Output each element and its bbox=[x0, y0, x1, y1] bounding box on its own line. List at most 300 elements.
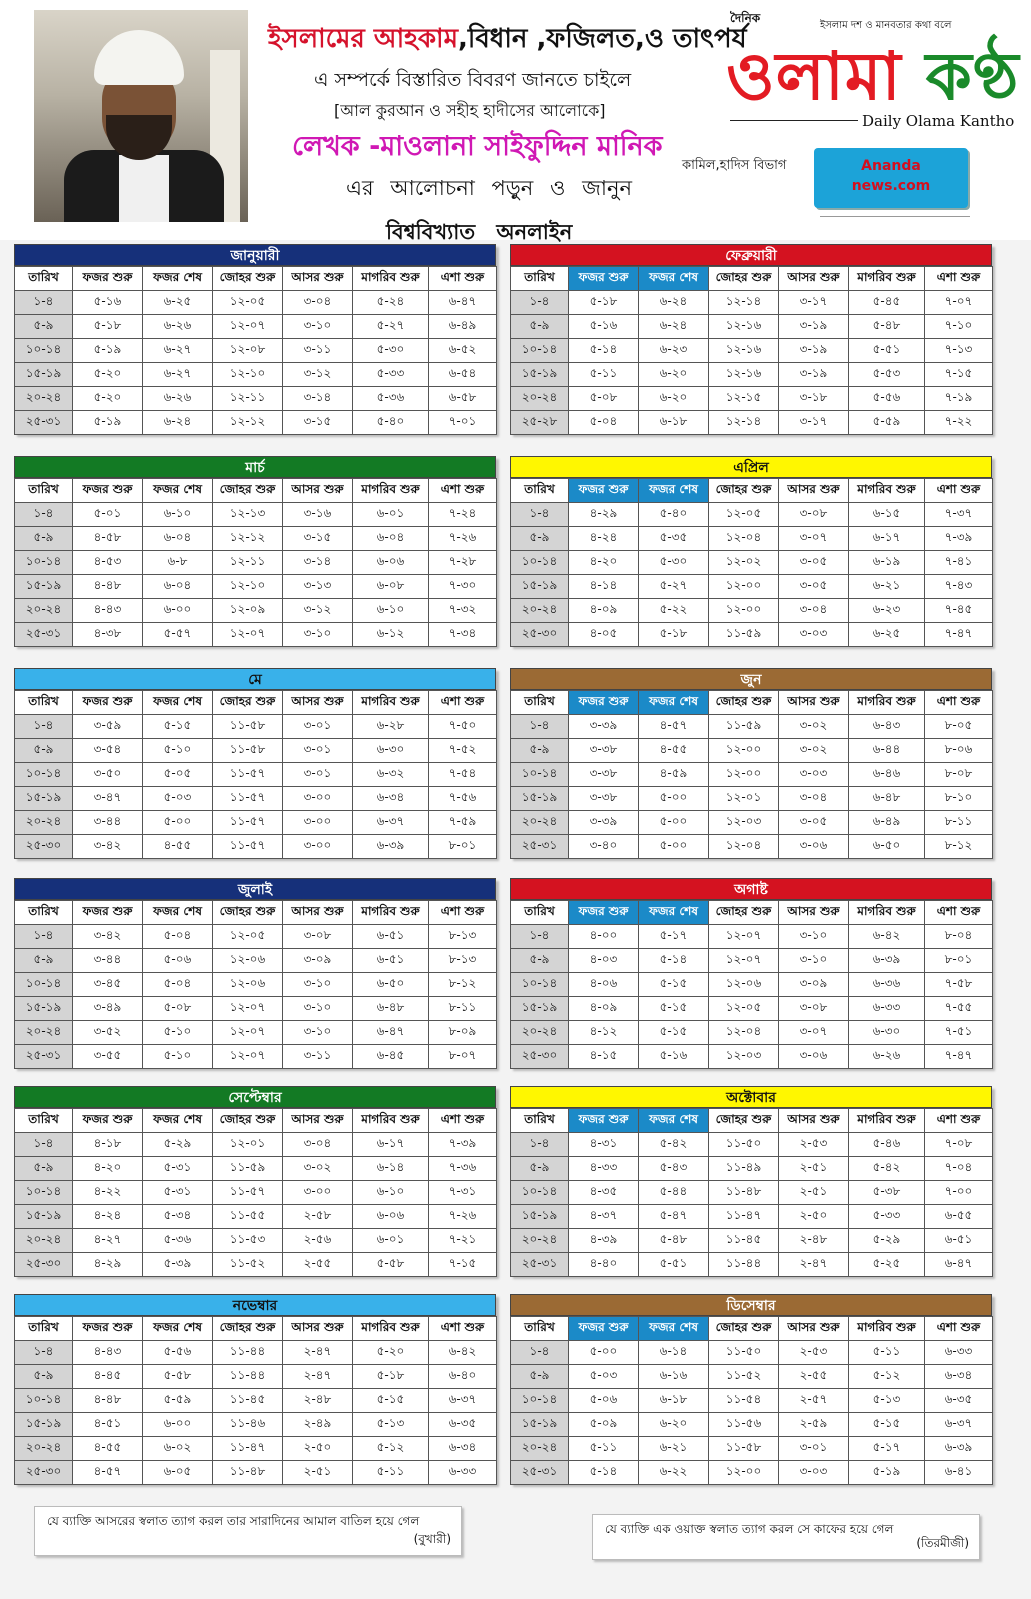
badge-divider bbox=[820, 216, 970, 217]
time-cell: ৩-০৩ bbox=[779, 1461, 849, 1485]
time-cell: ৭-১৯ bbox=[925, 387, 993, 411]
table-row bbox=[511, 411, 993, 435]
time-cell: ৫-০৮ bbox=[143, 997, 213, 1021]
date-range-cell: ১৫-১৯ bbox=[511, 575, 569, 599]
subtitle-line-2: [আল কুরআন ও সহীহ হাদীসের আলোকে] bbox=[334, 101, 606, 120]
date-range-cell: ২০-২৪ bbox=[511, 599, 569, 623]
time-cell: ৫-১০ bbox=[143, 739, 213, 763]
time-cell: ৫-০০ bbox=[639, 811, 709, 835]
time-cell: ৬-২৪ bbox=[639, 291, 709, 315]
time-cell: ৫-১৮ bbox=[353, 1365, 429, 1389]
column-header: মাগরিব শুরু bbox=[353, 267, 429, 291]
time-cell: ৩-০০ bbox=[283, 787, 353, 811]
read-line: এর আলোচনা পড়ুন ও জানুন bbox=[346, 176, 633, 200]
time-cell: ৬-৫২ bbox=[429, 339, 497, 363]
time-cell: ২-৫৫ bbox=[283, 1253, 353, 1277]
time-cell: ৮-১১ bbox=[429, 997, 497, 1021]
time-cell: ৫-০০ bbox=[569, 1341, 639, 1365]
time-cell: ২-৫১ bbox=[779, 1157, 849, 1181]
table-row bbox=[15, 787, 497, 811]
time-cell: ৫-২০ bbox=[73, 363, 143, 387]
time-cell: ১২-০৭ bbox=[213, 623, 283, 647]
time-cell: ৫-৪০ bbox=[639, 503, 709, 527]
time-cell: ৬-৪৮ bbox=[353, 997, 429, 1021]
table-row bbox=[15, 739, 497, 763]
time-cell: ৬-২৮ bbox=[353, 715, 429, 739]
date-range-cell: ১-৪ bbox=[15, 925, 73, 949]
time-cell: ৬-৩৫ bbox=[429, 1413, 497, 1437]
date-range-cell: ২৫-৩১ bbox=[15, 411, 73, 435]
author-name: লেখক -মাওলানা সাইফুদ্দিন মানিক bbox=[292, 131, 663, 162]
column-header: জোহর শুরু bbox=[213, 901, 283, 925]
date-range-cell: ২০-২৪ bbox=[15, 1437, 73, 1461]
time-cell: ১১-৪৭ bbox=[709, 1205, 779, 1229]
table-row bbox=[15, 503, 497, 527]
time-cell: ৬-০৬ bbox=[353, 1205, 429, 1229]
column-header: মাগরিব শুরু bbox=[849, 1109, 925, 1133]
time-cell: ৪-০৬ bbox=[569, 973, 639, 997]
column-header: ফজর শুরু bbox=[73, 267, 143, 291]
time-cell: ৩-০৫ bbox=[779, 811, 849, 835]
month-name: মার্চ bbox=[14, 456, 496, 478]
time-cell: ৫-৪৩ bbox=[639, 1157, 709, 1181]
time-cell: ৬-১৪ bbox=[353, 1157, 429, 1181]
date-range-cell: ২০-২৪ bbox=[511, 811, 569, 835]
logo-english: Daily Olama Kantho bbox=[862, 112, 1015, 130]
ananda-line-1: Ananda bbox=[861, 158, 921, 174]
time-cell: ১২-০৪ bbox=[709, 835, 779, 859]
time-cell: ৭-৫৯ bbox=[429, 811, 497, 835]
table-row bbox=[511, 1437, 993, 1461]
time-cell: ৩-৪৫ bbox=[73, 973, 143, 997]
time-cell: ৭-৫২ bbox=[429, 739, 497, 763]
time-cell: ২-৪৯ bbox=[283, 1413, 353, 1437]
table-row bbox=[511, 835, 993, 859]
table-row bbox=[15, 339, 497, 363]
time-cell: ৬-৩৪ bbox=[925, 1365, 993, 1389]
month-table bbox=[14, 878, 496, 1068]
time-cell: ১২-১৪ bbox=[709, 291, 779, 315]
time-cell: ৫-০১ bbox=[73, 503, 143, 527]
time-cell: ৪-৪৩ bbox=[73, 1341, 143, 1365]
table-row bbox=[15, 997, 497, 1021]
time-cell: ১১-৫৮ bbox=[213, 739, 283, 763]
time-cell: ৬-০৫ bbox=[143, 1461, 213, 1485]
column-header: এশা শুরু bbox=[925, 901, 993, 925]
time-cell: ১১-৫৯ bbox=[213, 1157, 283, 1181]
column-header: মাগরিব শুরু bbox=[849, 267, 925, 291]
time-cell: ৩-০০ bbox=[283, 1181, 353, 1205]
time-cell: ৬-৪৮ bbox=[849, 787, 925, 811]
column-header: আসর শুরু bbox=[779, 1109, 849, 1133]
time-cell: ৭-১৩ bbox=[925, 339, 993, 363]
time-cell: ৬-৩৬ bbox=[849, 973, 925, 997]
time-cell: ৬-৩০ bbox=[353, 739, 429, 763]
time-cell: ৬-৩৯ bbox=[849, 949, 925, 973]
table-row bbox=[15, 1461, 497, 1485]
time-cell: ৫-৪৫ bbox=[849, 291, 925, 315]
time-cell: ৭-৫৫ bbox=[925, 997, 993, 1021]
time-cell: ১২-০৫ bbox=[213, 291, 283, 315]
time-cell: ৪-৪৫ bbox=[73, 1365, 143, 1389]
time-cell: ৫-২৪ bbox=[353, 291, 429, 315]
date-range-cell: ১-৪ bbox=[15, 715, 73, 739]
month-table bbox=[510, 878, 992, 1068]
time-cell: ৩-০১ bbox=[283, 763, 353, 787]
date-range-cell: ১৫-১৯ bbox=[511, 363, 569, 387]
time-cell: ৬-২৪ bbox=[143, 411, 213, 435]
time-cell: ৬-১৭ bbox=[849, 527, 925, 551]
time-cell: ৭-৫১ bbox=[925, 1021, 993, 1045]
column-header: ফজর শেষ bbox=[639, 267, 709, 291]
column-header: আসর শুরু bbox=[283, 479, 353, 503]
time-cell: ৭-২৬ bbox=[429, 527, 497, 551]
time-cell: ৪-০৩ bbox=[569, 949, 639, 973]
time-cell: ১২-০৭ bbox=[709, 925, 779, 949]
column-header: জোহর শুরু bbox=[213, 691, 283, 715]
time-cell: ৫-৩৮ bbox=[849, 1181, 925, 1205]
table-row bbox=[511, 575, 993, 599]
time-cell: ৬-০১ bbox=[353, 503, 429, 527]
time-cell: ৬-৩৪ bbox=[353, 787, 429, 811]
column-header: ফজর শুরু bbox=[569, 1317, 639, 1341]
time-cell: ৩-০০ bbox=[283, 811, 353, 835]
table-row bbox=[511, 811, 993, 835]
time-cell: ৬-৩৯ bbox=[353, 835, 429, 859]
time-cell: ৬-০৪ bbox=[353, 527, 429, 551]
time-cell: ৫-৩৯ bbox=[143, 1253, 213, 1277]
time-cell: ২-৫৯ bbox=[779, 1413, 849, 1437]
month-name: ডিসেম্বার bbox=[510, 1294, 992, 1316]
time-cell: ৬-১৯ bbox=[849, 551, 925, 575]
column-header: এশা শুরু bbox=[429, 1109, 497, 1133]
month-name: নভেম্বার bbox=[14, 1294, 496, 1316]
time-cell: ১২-১৬ bbox=[709, 363, 779, 387]
time-cell: ৩-১৫ bbox=[283, 527, 353, 551]
time-cell: ৩-০৯ bbox=[779, 973, 849, 997]
date-range-cell: ৫-৯ bbox=[511, 1157, 569, 1181]
date-range-cell: ১৫-১৯ bbox=[15, 575, 73, 599]
table-row bbox=[511, 1021, 993, 1045]
time-cell: ১১-৪৮ bbox=[709, 1181, 779, 1205]
time-cell: ২-৫০ bbox=[283, 1437, 353, 1461]
time-cell: ৪-০৯ bbox=[569, 599, 639, 623]
column-header: ফজর শেষ bbox=[143, 1109, 213, 1133]
time-cell: ৫-৩৩ bbox=[353, 363, 429, 387]
time-cell: ৬-১৫ bbox=[849, 503, 925, 527]
time-cell: ৭-১৫ bbox=[429, 1253, 497, 1277]
time-cell: ১২-০১ bbox=[709, 787, 779, 811]
table-row bbox=[511, 1205, 993, 1229]
time-cell: ৫-১১ bbox=[569, 1437, 639, 1461]
time-cell: ১২-১১ bbox=[213, 551, 283, 575]
table-row bbox=[511, 1157, 993, 1181]
column-header: জোহর শুরু bbox=[709, 267, 779, 291]
time-cell: ২-৪৮ bbox=[283, 1389, 353, 1413]
ananda-news-badge[interactable] bbox=[814, 148, 968, 208]
time-cell: ৪-৫৮ bbox=[73, 527, 143, 551]
logo-tagline: ইসলাম দশ ও মানবতার কথা বলে bbox=[820, 20, 952, 31]
time-cell: ১২-০০ bbox=[709, 763, 779, 787]
time-cell: ৩-৩৯ bbox=[569, 811, 639, 835]
time-cell: ৫-৫৬ bbox=[143, 1341, 213, 1365]
time-cell: ৩-১৮ bbox=[779, 387, 849, 411]
month-table bbox=[510, 668, 992, 858]
time-cell: ১১-৪৬ bbox=[213, 1413, 283, 1437]
time-cell: ৬-৪৭ bbox=[429, 291, 497, 315]
table-row bbox=[511, 787, 993, 811]
time-cell: ৭-৫৪ bbox=[429, 763, 497, 787]
time-cell: ১১-৫৮ bbox=[213, 715, 283, 739]
time-cell: ৩-১০ bbox=[283, 973, 353, 997]
table-row bbox=[15, 1021, 497, 1045]
date-range-cell: ২৫-৩১ bbox=[511, 835, 569, 859]
time-cell: ৪-০০ bbox=[569, 925, 639, 949]
time-cell: ৬-০১ bbox=[353, 1229, 429, 1253]
column-header: মাগরিব শুরু bbox=[353, 1109, 429, 1133]
time-cell: ৬-০৪ bbox=[143, 527, 213, 551]
time-cell: ৩-০৮ bbox=[779, 997, 849, 1021]
month-name: অগাষ্ট bbox=[510, 878, 992, 900]
month-name: অক্টোবার bbox=[510, 1086, 992, 1108]
table-row bbox=[511, 1341, 993, 1365]
time-cell: ৫-৩৩ bbox=[849, 1205, 925, 1229]
date-range-cell: ২০-২৪ bbox=[511, 1021, 569, 1045]
time-cell: ৬-৪৬ bbox=[849, 763, 925, 787]
date-range-cell: ২৫-৩০ bbox=[15, 1253, 73, 1277]
time-cell: ২-৫১ bbox=[779, 1181, 849, 1205]
column-header: জোহর শুরু bbox=[213, 1109, 283, 1133]
time-cell: ৭-৪৭ bbox=[925, 1045, 993, 1069]
logo-divider bbox=[730, 120, 858, 121]
time-cell: ৫-৫৭ bbox=[143, 623, 213, 647]
column-header: মাগরিব শুরু bbox=[849, 691, 925, 715]
time-cell: ৩-৩৮ bbox=[569, 787, 639, 811]
author-department: কামিল,হাদিস বিভাগ bbox=[682, 158, 787, 173]
time-cell: ৫-১৭ bbox=[639, 925, 709, 949]
month-name: সেপ্টেম্বার bbox=[14, 1086, 496, 1108]
column-header: এশা শুরু bbox=[429, 267, 497, 291]
time-cell: ৫-৫৮ bbox=[353, 1253, 429, 1277]
table-row bbox=[511, 973, 993, 997]
time-cell: ৫-২০ bbox=[353, 1341, 429, 1365]
column-header: ফজর শুরু bbox=[73, 901, 143, 925]
column-header: ফজর শেষ bbox=[639, 1109, 709, 1133]
column-header: ফজর শেষ bbox=[143, 691, 213, 715]
time-cell: ১১-৫২ bbox=[213, 1253, 283, 1277]
time-cell: ৫-২০ bbox=[73, 387, 143, 411]
column-header: তারিখ bbox=[15, 479, 73, 503]
time-cell: ৬-২৫ bbox=[849, 623, 925, 647]
time-cell: ৬-১০ bbox=[143, 503, 213, 527]
column-header: তারিখ bbox=[511, 479, 569, 503]
hadith-quote-left: যে ব্যাক্তি আসরের স্বলাত ত্যাগ করল তার সারাদিনের আমাল বাতিল হয়ে গেল bbox=[47, 1514, 420, 1528]
time-cell: ৩-৪৪ bbox=[73, 949, 143, 973]
column-header: আসর শুরু bbox=[283, 691, 353, 715]
table-row bbox=[511, 503, 993, 527]
time-cell: ৬-২৩ bbox=[849, 599, 925, 623]
table-row bbox=[511, 715, 993, 739]
table-row bbox=[15, 1181, 497, 1205]
month-table bbox=[14, 244, 496, 434]
time-cell: ৭-২২ bbox=[925, 411, 993, 435]
column-header: আসর শুরু bbox=[779, 479, 849, 503]
column-header: মাগরিব শুরু bbox=[353, 691, 429, 715]
time-cell: ৮-১০ bbox=[925, 787, 993, 811]
column-header: ফজর শুরু bbox=[569, 1109, 639, 1133]
page-title bbox=[268, 18, 747, 62]
time-cell: ৭-৩১ bbox=[429, 1181, 497, 1205]
time-cell: ৩-০৩ bbox=[779, 763, 849, 787]
time-cell: ৬-২১ bbox=[639, 1437, 709, 1461]
title-highlight: ইসলামের আহকাম bbox=[268, 24, 459, 54]
time-cell: ৩-১০ bbox=[283, 997, 353, 1021]
date-range-cell: ৫-৯ bbox=[15, 527, 73, 551]
time-cell: ৬-২০ bbox=[639, 363, 709, 387]
time-cell: ৫-১৪ bbox=[569, 1461, 639, 1485]
date-range-cell: ১০-১৪ bbox=[511, 763, 569, 787]
column-header: জোহর শুরু bbox=[213, 479, 283, 503]
time-cell: ১২-০৭ bbox=[709, 949, 779, 973]
time-cell: ৬-৪৫ bbox=[353, 1045, 429, 1069]
date-range-cell: ১০-১৪ bbox=[511, 1389, 569, 1413]
date-range-cell: ২৫-২৮ bbox=[511, 411, 569, 435]
time-cell: ৪-৫৭ bbox=[73, 1461, 143, 1485]
time-cell: ৪-৩৮ bbox=[73, 623, 143, 647]
time-cell: ৮-০১ bbox=[429, 835, 497, 859]
time-cell: ১১-৪৫ bbox=[709, 1229, 779, 1253]
time-cell: ১১-৫২ bbox=[709, 1365, 779, 1389]
column-header: ফজর শুরু bbox=[73, 1317, 143, 1341]
time-cell: ৩-৩৮ bbox=[569, 739, 639, 763]
time-cell: ৫-০৯ bbox=[569, 1413, 639, 1437]
time-cell: ৫-১৫ bbox=[639, 1021, 709, 1045]
column-header: মাগরিব শুরু bbox=[353, 1317, 429, 1341]
time-cell: ৫-১৮ bbox=[73, 315, 143, 339]
column-header: আসর শুরু bbox=[283, 1317, 353, 1341]
date-range-cell: ১-৪ bbox=[15, 1341, 73, 1365]
column-header: এশা শুরু bbox=[925, 691, 993, 715]
time-cell: ৭-৩৯ bbox=[429, 1133, 497, 1157]
month-table bbox=[510, 1086, 992, 1276]
column-header: আসর শুরু bbox=[283, 1109, 353, 1133]
time-cell: ৩-০২ bbox=[779, 715, 849, 739]
time-cell: ৫-১৬ bbox=[639, 1045, 709, 1069]
time-cell: ১১-৪৮ bbox=[213, 1461, 283, 1485]
column-header: ফজর শুরু bbox=[73, 479, 143, 503]
time-cell: ৬-৫৫ bbox=[925, 1205, 993, 1229]
time-cell: ৬-৮ bbox=[143, 551, 213, 575]
logo-word-1: ওলামা bbox=[726, 38, 902, 115]
time-cell: ৮-০৬ bbox=[925, 739, 993, 763]
time-cell: ১২-০৭ bbox=[213, 1045, 283, 1069]
time-cell: ১১-৪৯ bbox=[709, 1157, 779, 1181]
time-cell: ৫-০৩ bbox=[569, 1365, 639, 1389]
time-cell: ৪-২২ bbox=[73, 1181, 143, 1205]
time-cell: ৫-৫৯ bbox=[849, 411, 925, 435]
time-cell: ১১-৫৭ bbox=[213, 1181, 283, 1205]
time-cell: ৫-১৩ bbox=[849, 1389, 925, 1413]
time-cell: ১২-০৭ bbox=[213, 997, 283, 1021]
date-range-cell: ২৫-৩১ bbox=[511, 1461, 569, 1485]
time-cell: ৪-৪৩ bbox=[73, 599, 143, 623]
table-row bbox=[15, 1157, 497, 1181]
time-cell: ৩-০৬ bbox=[779, 835, 849, 859]
column-header: মাগরিব শুরু bbox=[849, 1317, 925, 1341]
table-row bbox=[15, 1045, 497, 1069]
time-cell: ৬-১৮ bbox=[639, 411, 709, 435]
table-row bbox=[511, 1181, 993, 1205]
time-cell: ৩-০২ bbox=[779, 739, 849, 763]
time-cell: ৩-০৪ bbox=[283, 291, 353, 315]
time-cell: ২-৫৩ bbox=[779, 1341, 849, 1365]
time-cell: ৩-৪৯ bbox=[73, 997, 143, 1021]
time-cell: ৪-১২ bbox=[569, 1021, 639, 1045]
column-header: এশা শুরু bbox=[925, 1317, 993, 1341]
time-cell: ৩-১৯ bbox=[779, 315, 849, 339]
time-cell: ৫-১৮ bbox=[639, 623, 709, 647]
time-cell: ৬-৩৭ bbox=[429, 1389, 497, 1413]
column-header: এশা শুরু bbox=[925, 267, 993, 291]
time-cell: ১২-০৮ bbox=[213, 339, 283, 363]
time-cell: ১২-১৩ bbox=[213, 503, 283, 527]
column-header: জোহর শুরু bbox=[709, 691, 779, 715]
column-header: ফজর শেষ bbox=[143, 1317, 213, 1341]
date-range-cell: ১০-১৪ bbox=[15, 1389, 73, 1413]
time-cell: ৬-৪০ bbox=[429, 1365, 497, 1389]
table-row bbox=[15, 527, 497, 551]
time-cell: ১১-৪৪ bbox=[709, 1253, 779, 1277]
time-cell: ৬-২৫ bbox=[143, 291, 213, 315]
time-cell: ৮-০৫ bbox=[925, 715, 993, 739]
time-cell: ৪-২৭ bbox=[73, 1229, 143, 1253]
time-cell: ৩-১১ bbox=[283, 1045, 353, 1069]
time-cell: ৬-৩৭ bbox=[353, 811, 429, 835]
time-cell: ১২-০১ bbox=[213, 1133, 283, 1157]
time-cell: ২-৫০ bbox=[779, 1205, 849, 1229]
time-cell: ৪-৩১ bbox=[569, 1133, 639, 1157]
time-cell: ৩-০২ bbox=[283, 1157, 353, 1181]
author-photo bbox=[34, 10, 248, 222]
time-cell: ৬-০৮ bbox=[353, 575, 429, 599]
date-range-cell: ১-৪ bbox=[15, 1133, 73, 1157]
table-row bbox=[511, 551, 993, 575]
hadith-source-right: (তিরমীজী) bbox=[916, 1536, 969, 1550]
date-range-cell: ২৫-৩০ bbox=[15, 1461, 73, 1485]
column-header: এশা শুরু bbox=[429, 1317, 497, 1341]
time-cell: ৭-৩৪ bbox=[429, 623, 497, 647]
time-cell: ২-৪৮ bbox=[779, 1229, 849, 1253]
column-header: তারিখ bbox=[511, 691, 569, 715]
date-range-cell: ২০-২৪ bbox=[15, 811, 73, 835]
time-cell: ৬-৪৯ bbox=[429, 315, 497, 339]
time-cell: ৫-৫৩ bbox=[849, 363, 925, 387]
date-range-cell: ১৫-১৯ bbox=[15, 787, 73, 811]
date-range-cell: ১৫-১৯ bbox=[15, 997, 73, 1021]
table-row bbox=[511, 1253, 993, 1277]
table-row bbox=[15, 715, 497, 739]
column-header: ফজর শুরু bbox=[73, 1109, 143, 1133]
date-range-cell: ৫-৯ bbox=[15, 739, 73, 763]
time-cell: ৮-১৩ bbox=[429, 949, 497, 973]
time-cell: ৫-১২ bbox=[849, 1365, 925, 1389]
date-range-cell: ২০-২৪ bbox=[15, 387, 73, 411]
time-cell: ৩-৪২ bbox=[73, 925, 143, 949]
time-cell: ১১-৫৬ bbox=[709, 1413, 779, 1437]
time-cell: ৫-০০ bbox=[143, 811, 213, 835]
month-table bbox=[14, 456, 496, 646]
time-cell: ১১-৪৭ bbox=[213, 1437, 283, 1461]
